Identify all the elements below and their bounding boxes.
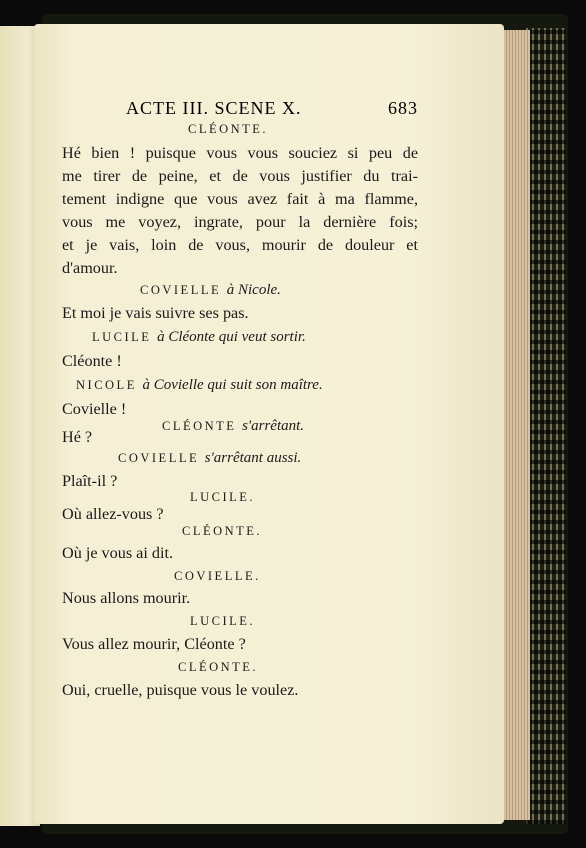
text-line: Covielle ! [62,400,127,418]
stage-direction: s'arrêtant. [242,418,305,434]
text-line: Hé ? [62,428,93,446]
text-line: d'amour. [62,259,118,277]
text-line: et je vais, loin de vous, mourir de douleur et [62,236,418,254]
text-line: tement indigne que vous avez fait à ma flamme, [62,190,418,208]
stage-direction: à Cléonte qui veut sortir. [157,329,306,345]
speaker-heading: COVIELLE. [174,569,261,583]
speaker-heading: NICOLE à Covielle qui suit son maître. [76,377,323,393]
speaker-heading: LUCILE à Cléonte qui veut sortir. [92,329,306,345]
text-line: Nous allons mourir. [62,589,191,607]
speaker-heading: CLÉONTE. [188,122,269,136]
text-line: Cléonte ! [62,352,122,370]
gilt-border-shading [526,28,566,824]
text-line: Et moi je vais suivre ses pas. [62,304,249,322]
text-line: Où je vous ai dit. [62,544,174,562]
text-line: Plaît-il ? [62,472,118,490]
speaker-heading: LUCILE. [190,614,256,628]
page-number: 683 [388,98,418,118]
text-line: Hé bien ! puisque vous vous souciez si peu de [62,144,418,162]
speaker-heading: CLÉONTE. [182,524,263,538]
text-line: vous me voyez, ingrate, pour la dernière fois; [62,213,418,231]
stage-direction: à Nicole. [226,282,281,298]
text-line: me tirer de peine, et de vous justifier du trai- [62,167,418,185]
speaker-heading: CLÉONTE. [178,660,259,674]
text-line: Où allez-vous ? [62,505,164,523]
speaker-heading: CLÉONTE s'arrêtant. [162,418,305,434]
speaker-heading: LUCILE. [190,490,256,504]
stage-direction: à Covielle qui suit son maître. [142,377,323,393]
speaker-heading: COVIELLE s'arrêtant aussi. [118,450,302,466]
speaker-heading: COVIELLE à Nicole. [140,282,281,298]
text-line: Oui, cruelle, puisque vous le voulez. [62,681,299,699]
book-page [34,24,504,824]
stage-direction: s'arrêtant aussi. [204,450,302,466]
running-head-title: ACTE III. SCENE X. [126,98,302,118]
running-head [126,98,426,119]
page-edges [500,30,530,820]
text-line: Vous allez mourir, Cléonte ? [62,635,246,653]
